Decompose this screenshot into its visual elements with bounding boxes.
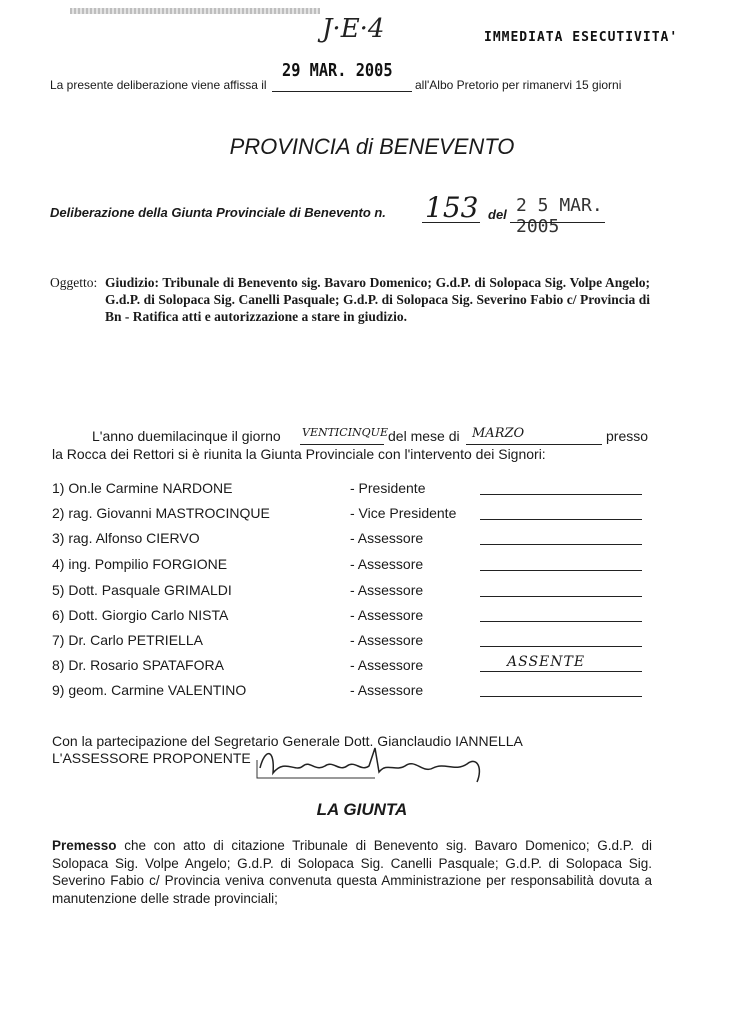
member-absent-mark: ASSENTE bbox=[507, 654, 586, 670]
member-row bbox=[52, 556, 652, 576]
member-role: - Assessore bbox=[350, 682, 424, 698]
member-role: - Presidente bbox=[350, 480, 426, 496]
member-signature-line bbox=[480, 596, 642, 597]
intro-part2: del mese di bbox=[388, 428, 460, 444]
execution-stamp: IMMEDIATA ESECUTIVITA' bbox=[484, 30, 679, 45]
premise-lead: Premesso bbox=[52, 838, 117, 853]
deliberation-number-blank bbox=[422, 221, 480, 223]
posting-prefix: La presente deliberazione viene affissa il bbox=[50, 78, 267, 92]
section-title: LA GIUNTA bbox=[316, 800, 408, 819]
member-role: - Assessore bbox=[350, 607, 424, 623]
subject-block bbox=[50, 274, 650, 325]
intro-day-handwritten: VENTICINQUE bbox=[302, 426, 388, 439]
deliberation-date-stamp: 2 5 MAR. 2005 bbox=[516, 195, 603, 237]
member-signature-line bbox=[480, 621, 642, 622]
member-row bbox=[52, 607, 652, 627]
member-name: 5) Dott. Pasquale GRIMALDI bbox=[52, 582, 232, 598]
scan-artifact bbox=[70, 8, 320, 14]
secretary-line: Con la partecipazione del Segretario Generale Dott. Gianclaudio IANNELLA bbox=[52, 733, 523, 749]
intro-day-blank bbox=[300, 443, 384, 445]
intro-line-2: la Rocca dei Rettori si è riunita la Giunta Provinciale con l'intervento dei Signori: bbox=[52, 446, 546, 462]
member-name: 8) Dr. Rosario SPATAFORA bbox=[52, 657, 224, 673]
premise-paragraph bbox=[52, 837, 652, 907]
member-row bbox=[52, 682, 652, 702]
member-row bbox=[52, 480, 652, 500]
member-signature-line bbox=[480, 646, 642, 647]
intro-month-handwritten: MARZO bbox=[472, 426, 525, 441]
member-name: 9) geom. Carmine VALENTINO bbox=[52, 682, 247, 698]
deliberation-date-blank bbox=[510, 221, 605, 223]
subject-label: Oggetto: bbox=[50, 275, 98, 290]
member-role: - Assessore bbox=[350, 556, 424, 572]
intro-month-blank bbox=[466, 443, 602, 445]
intro-part3: presso bbox=[606, 428, 649, 444]
member-role: - Assessore bbox=[350, 632, 424, 648]
member-name: 7) Dr. Carlo PETRIELLA bbox=[52, 632, 203, 648]
member-signature-line bbox=[480, 494, 642, 495]
member-signature-line bbox=[480, 671, 642, 672]
member-name: 6) Dott. Giorgio Carlo NISTA bbox=[52, 607, 229, 623]
subject-text: Giudizio: Tribunale di Benevento sig. Bavaro Domenico; G.d.P. di Solopaca Sig. Volpe Angelo; G.d.P. di Solopaca Sig. Canelli Pasquale; G.d.P. di Solopaca Sig. Severino Fabio c/ Provincia di Bn - Ratifica atti e autorizzazione a stare in giudizio. bbox=[105, 275, 650, 324]
posting-date-stamp: 29 MAR. 2005 bbox=[282, 60, 393, 81]
member-signature-line bbox=[480, 519, 642, 520]
signature-box-stroke bbox=[257, 760, 375, 778]
intro-line-1 bbox=[52, 428, 652, 448]
member-name: 2) rag. Giovanni MASTROCINQUE bbox=[52, 505, 270, 521]
member-name: 3) rag. Alfonso CIERVO bbox=[52, 530, 200, 546]
member-row bbox=[52, 632, 652, 652]
posting-date-blank bbox=[272, 90, 412, 92]
member-row bbox=[52, 654, 652, 677]
member-signature-line bbox=[480, 696, 642, 697]
signature-stroke bbox=[260, 748, 479, 782]
page-title: PROVINCIA di BENEVENTO bbox=[229, 134, 515, 159]
deliberation-line bbox=[50, 191, 650, 237]
deliberation-label: Deliberazione della Giunta Provinciale di Benevento n. bbox=[50, 205, 386, 220]
member-row bbox=[52, 505, 652, 525]
proposer-signature bbox=[255, 738, 505, 788]
deliberation-del-label: del bbox=[488, 207, 507, 222]
member-role: - Assessore bbox=[350, 657, 424, 673]
member-name: 1) On.le Carmine NARDONE bbox=[52, 480, 233, 496]
premise-text: che con atto di citazione Tribunale di Benevento sig. Bavaro Domenico; G.d.P. di Solopaca Sig. Volpe Angelo; G.d.P. di Solopaca Sig. Canelli Pasquale; G.d.P. di Solopaca Sig. Severino Fabio c/ Provincia veniva convenuta questa Amministrazione per responsabilità dovuta a manutenzione delle strade provinciali; bbox=[52, 838, 652, 906]
proposer-label: L'ASSESSORE PROPONENTE bbox=[52, 750, 251, 766]
member-role: - Assessore bbox=[350, 582, 424, 598]
handwritten-code: J·E·4 bbox=[322, 14, 385, 44]
member-signature-line bbox=[480, 570, 642, 571]
posting-suffix: all'Albo Pretorio per rimanervi 15 giorni bbox=[415, 78, 622, 92]
member-name: 4) ing. Pompilio FORGIONE bbox=[52, 556, 228, 572]
member-role: - Vice Presidente bbox=[350, 505, 457, 521]
member-row bbox=[52, 582, 652, 602]
deliberation-number: 153 bbox=[425, 191, 479, 224]
posting-line bbox=[50, 78, 650, 92]
intro-part1: L'anno duemilacinque il giorno bbox=[92, 428, 281, 444]
member-signature-line bbox=[480, 544, 642, 545]
member-row bbox=[52, 530, 652, 550]
member-role: - Assessore bbox=[350, 530, 424, 546]
